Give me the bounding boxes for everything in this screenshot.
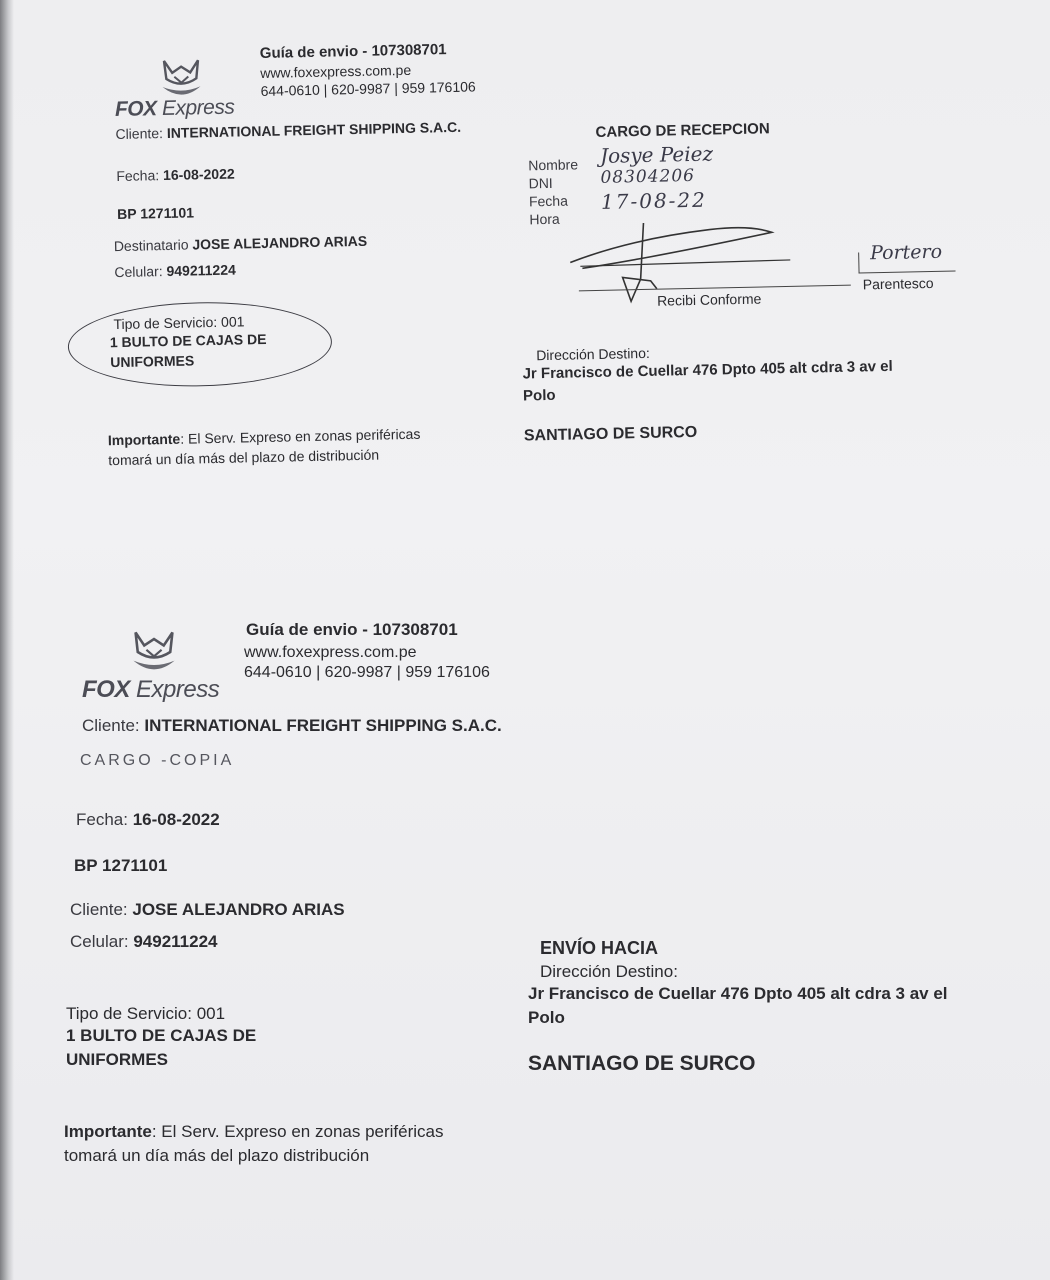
package-line-1: 1 BULTO DE CAJAS DE [109,330,267,351]
guide-original [0,0,1050,530]
destination-line-2: Polo [522,386,556,405]
received-label: Recibi Conforme [656,290,762,309]
important-note-line-2: tomará un día más del plazo distribución [64,1146,370,1165]
destination-label: Dirección Destino: [540,962,678,981]
destination-line-2: Polo [528,1008,565,1027]
service-type: Tipo de Servicio: 001 [66,1004,226,1023]
website: www.foxexpress.com.pe [244,644,417,661]
client-row: Cliente: INTERNATIONAL FREIGHT SHIPPING S.A.C. [82,716,502,735]
package-line-1: 1 BULTO DE CAJAS DE [66,1026,257,1045]
district: SANTIAGO DE SURCO [528,1052,756,1075]
ship-to-heading: ENVÍO HACIA [540,938,659,958]
phone-numbers: 644-0610 | 620-9987 | 959 176106 [260,78,476,99]
name-label: Nombre [528,156,579,174]
brand-name: FOX Express [82,676,220,703]
destination-line-1: Jr Francisco de Cuellar 476 Dpto 405 alt cdra 3 av el [528,984,948,1003]
receipt-title: CARGO DE RECEPCION [595,120,770,141]
date-row: Fecha: 16-08-2022 [116,165,235,185]
cellphone-row: Celular: 949211224 [114,261,236,281]
handwritten-relation: Portero [869,240,943,265]
important-note-line-2: tomará un día más del plazo de distribución [108,446,380,469]
client-row: Cliente: INTERNATIONAL FREIGHT SHIPPING S.A.C. [115,118,462,143]
fox-logo-icon [126,626,182,678]
handwritten-dni: 08304206 [600,165,696,188]
destination-line-1: Jr Francisco de Cuellar 476 Dpto 405 alt cdra 3 av el [522,357,893,383]
package-line-2: UNIFORMES [110,352,195,371]
guide-title: Guía de envio - 107308701 [259,41,447,62]
recipient-row: Destinatario JOSE ALEJANDRO ARIAS [113,232,368,255]
important-note-line-1: Importante: El Serv. Expreso en zonas periféricas [64,1122,444,1141]
important-note-line-1: Importante: El Serv. Expreso en zonas periféricas [107,425,421,449]
recipient-row: Cliente: JOSE ALEJANDRO ARIAS [70,900,345,919]
guide-title: Guía de envio - 107308701 [246,620,458,639]
date-row: Fecha: 16-08-2022 [76,810,220,829]
destination-label: Dirección Destino: [536,344,650,364]
relation-label: Parentesco [862,274,934,293]
time-label: Hora [529,210,560,228]
district: SANTIAGO DE SURCO [523,423,698,445]
bp-number: BP 1271101 [116,204,195,223]
brand-name: FOX Express [114,95,235,122]
bp-number: BP 1271101 [74,856,168,875]
copy-label: CARGO -COPIA [80,752,235,769]
receipt-date-label: Fecha [528,192,569,210]
service-type: Tipo de Servicio: 001 [113,313,245,333]
relation-bracket [858,250,955,273]
cellphone-row: Celular: 949211224 [70,932,218,951]
handwritten-date: 17-08-22 [600,187,708,214]
handwritten-name: Josye Peiez [599,141,714,168]
website: www.foxexpress.com.pe [260,61,412,81]
phone-numbers: 644-0610 | 620-9987 | 959 176106 [244,664,490,681]
package-line-2: UNIFORMES [66,1050,168,1069]
dni-label: DNI [528,174,553,192]
